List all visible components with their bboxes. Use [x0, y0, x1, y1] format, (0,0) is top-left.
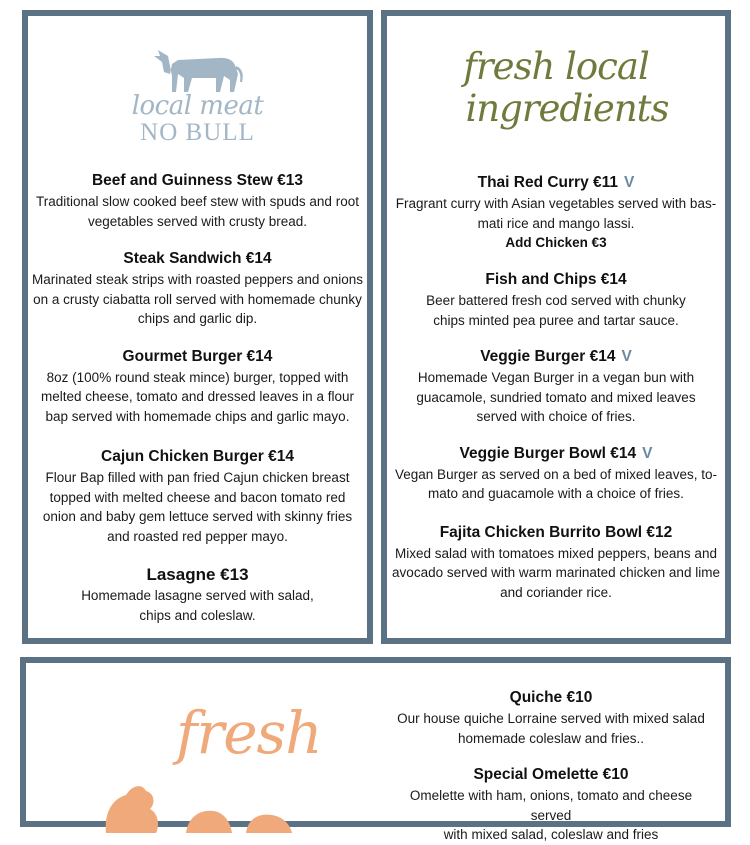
desc-line: guacamole, sundried tomato and mixed leaves: [416, 389, 696, 405]
menu-item-title: Lasagne €13: [146, 565, 249, 584]
menu-item: [386, 764, 716, 845]
menu-item-desc: [28, 270, 367, 329]
desc-line: Mixed salad with tomatoes mixed peppers, beans and: [395, 545, 717, 561]
desc-line: 8oz (100% round steak mince) burger, topped with: [46, 369, 349, 385]
menu-item: [28, 446, 367, 546]
vegan-mark: V: [621, 348, 632, 365]
menu-list-left: [28, 170, 367, 625]
menu-item-title: Beef and Guinness Stew €13: [91, 172, 304, 189]
menu-item-desc: [387, 194, 725, 233]
desc-line: chips and garlic dip.: [137, 311, 258, 326]
desc-line: mati rice and mango lassi.: [477, 215, 635, 231]
cow-icon: [148, 44, 248, 96]
menu-item: [387, 346, 725, 427]
menu-list-bottom: [386, 687, 716, 845]
desc-line: Flour Bap filled with pan fried Cajun chicken breast: [45, 470, 350, 485]
menu-item-title: Quiche €10: [509, 689, 593, 706]
logo-script-text: local meat: [131, 91, 264, 121]
menu-item-desc: [387, 368, 725, 427]
vegan-mark: V: [624, 174, 635, 191]
desc-line: bap served with homemade chips and garlic mayo.: [45, 408, 350, 424]
menu-item-desc: [387, 291, 725, 330]
menu-item-title: Special Omelette €10: [473, 766, 629, 783]
menu-item: [28, 170, 367, 231]
desc-line: Our house quiche Lorraine served with mixed salad: [397, 711, 705, 726]
title-text: Veggie Burger Bowl €14: [459, 444, 637, 462]
chicken-icon: [96, 773, 316, 833]
desc-line: onion and baby gem lettuce served with skinny fries: [42, 509, 353, 524]
menu-item-desc: [28, 586, 367, 625]
menu-item-desc: [28, 468, 367, 546]
menu-item-desc: [387, 465, 725, 504]
logo-caps-text: NO BULL: [140, 119, 255, 146]
menu-list-right: [387, 172, 725, 602]
desc-line: Omelette with ham, onions, tomato and cheese served: [409, 788, 693, 823]
desc-line: homemade coleslaw and fries..: [457, 730, 645, 746]
menu-item-title: [387, 172, 725, 194]
local-meat-logo: [28, 44, 367, 146]
menu-item: [28, 346, 367, 427]
desc-line: Marinated steak strips with roasted peppers and onions: [32, 272, 363, 287]
menu-item: [387, 522, 725, 603]
desc-line: Homemade lasagne served with salad,: [81, 588, 314, 603]
desc-line: served with choice of fries.: [476, 409, 636, 424]
desc-line: chips minted pea puree and tartar sauce.: [433, 312, 679, 328]
fresh-local-logo: [387, 46, 725, 130]
menu-item: [387, 172, 725, 253]
menu-item: [386, 687, 716, 748]
desc-line: Beer battered fresh cod served with chunky: [426, 293, 686, 308]
menu-item-desc: [387, 544, 725, 603]
logo-line-2: ingredients: [465, 87, 669, 130]
desc-line: topped with melted cheese and bacon tomato red: [49, 489, 346, 505]
desc-line: mato and guacamole with a choice of fries.: [428, 486, 684, 501]
menu-panel-fresh: [381, 10, 731, 644]
menu-item: [387, 269, 725, 330]
desc-line: on a crusty ciabatta roll served with homemade chunky: [33, 291, 362, 307]
add-on-text: Add Chicken €3: [505, 235, 607, 250]
menu-item-desc: [386, 709, 716, 748]
menu-item-title: Fish and Chips €14: [485, 271, 627, 288]
desc-line: Fragrant curry with Asian vegetables served with bas-: [395, 196, 717, 211]
menu-item-title: [387, 346, 725, 368]
logo-line-1: fresh local: [463, 45, 649, 88]
menu-item-desc: [386, 786, 716, 845]
desc-line: vegetables served with crusty bread.: [87, 213, 308, 229]
menu-item-title: Fajita Chicken Burrito Bowl €12: [439, 523, 673, 541]
menu-panel-meat: [22, 10, 373, 644]
menu-item: [28, 564, 367, 625]
menu-item-title: Cajun Chicken Burger €14: [101, 448, 294, 465]
vegan-mark: V: [642, 444, 653, 462]
menu-item-title: Steak Sandwich €14: [123, 250, 272, 267]
menu-item-title: [387, 443, 725, 465]
desc-line: avocado served with warm marinated chicken and lime: [392, 565, 720, 580]
title-text: Thai Red Curry €11: [477, 174, 619, 191]
desc-line: melted cheese, tomato and dressed leaves in a flour: [41, 389, 354, 404]
fresh-logo: fresh: [176, 699, 322, 767]
menu-item-desc: [28, 192, 367, 231]
menu-item-desc: [28, 368, 367, 427]
menu-item-title: Gourmet Burger €14: [122, 347, 273, 365]
desc-line: with mixed salad, coleslaw and fries: [443, 827, 659, 842]
menu-item: [387, 443, 725, 504]
desc-line: Homemade Vegan Burger in a vegan bun with: [417, 370, 695, 385]
desc-line: and roasted red pepper mayo.: [107, 528, 288, 544]
menu-item: [28, 248, 367, 329]
desc-line: Traditional slow cooked beef stew with spuds and root: [36, 194, 359, 209]
desc-line: Vegan Burger as served on a bed of mixed leaves, to-: [395, 466, 717, 482]
menu-panel-bottom: [20, 657, 731, 842]
title-text: Veggie Burger €14: [480, 348, 616, 365]
desc-line: and coriander rice.: [500, 584, 612, 600]
desc-line: chips and coleslaw.: [139, 607, 256, 623]
